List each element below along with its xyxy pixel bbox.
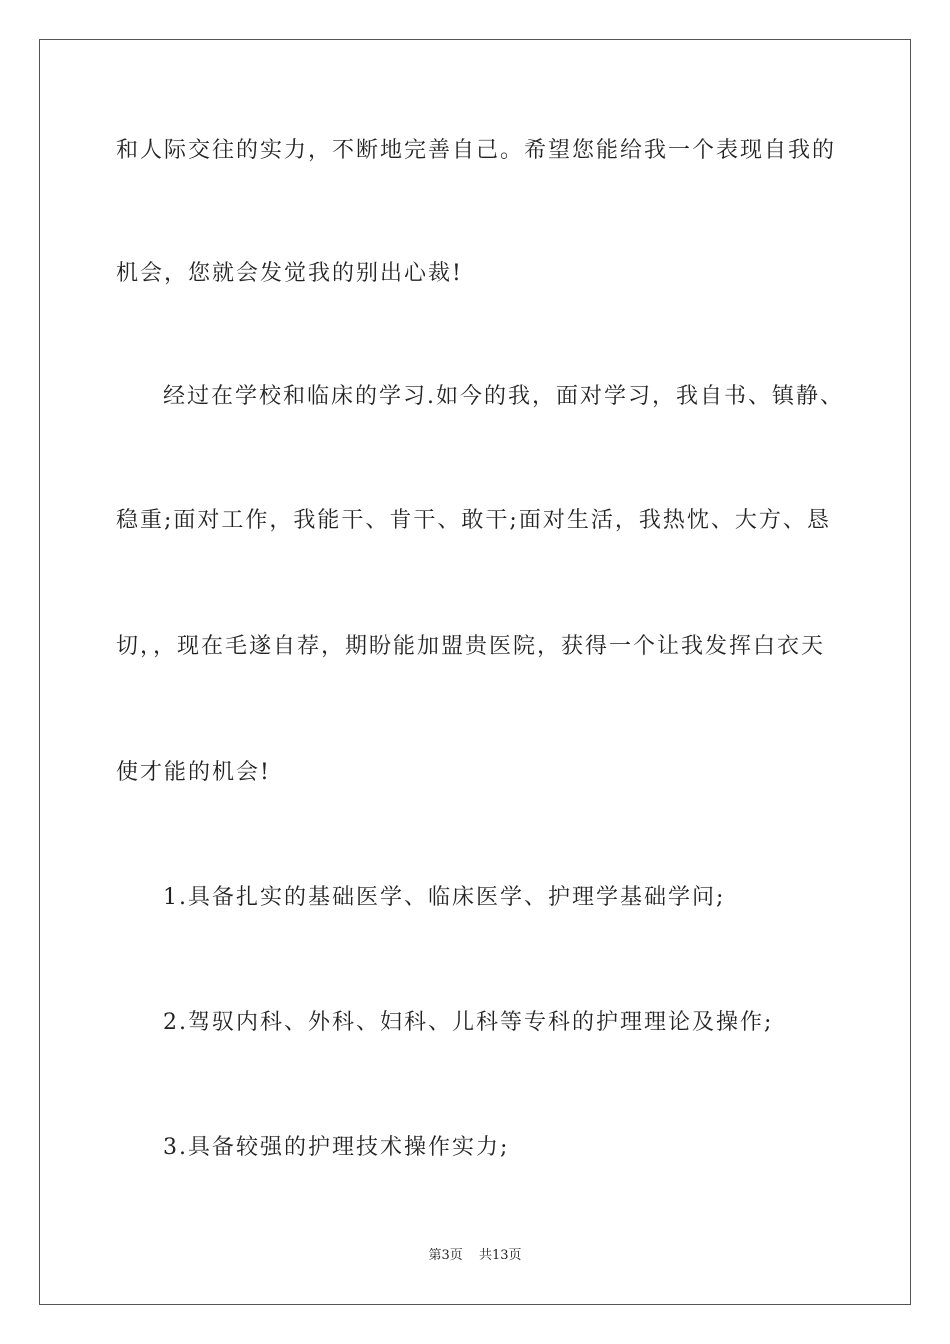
paragraph-line-5: 切，，现在毛遂自荐，期盼能加盟贵医院，获得一个让我发挥白衣天 xyxy=(116,634,826,659)
list-item-1: 1.具备扎实的基础医学、临床医学、护理学基础学问; xyxy=(163,885,726,910)
list-item-3: 3.具备较强的护理技术操作实力; xyxy=(163,1135,510,1160)
page-footer xyxy=(0,1247,950,1265)
paragraph-line-1: 和人际交往的实力，不断地完善自己。希望您能给我一个表现自我的 xyxy=(116,138,837,163)
paragraph-line-2: 机会，您就会发觉我的别出心裁! xyxy=(116,261,463,286)
paragraph-line-6: 使才能的机会! xyxy=(116,760,271,785)
page-border xyxy=(39,39,911,1305)
total-pages: 共13页 xyxy=(478,1248,522,1263)
paragraph-line-4: 稳重;面对工作，我能干、肯干、敢干;面对生活，我热忱、大方、恳 xyxy=(116,508,831,533)
current-page-number: 第3页 xyxy=(428,1248,463,1263)
list-item-2: 2.驾驭内科、外科、妇科、儿科等专科的护理理论及操作; xyxy=(163,1010,774,1035)
paragraph-line-3: 经过在学校和临床的学习.如今的我，面对学习，我自书、镇静、 xyxy=(163,384,844,409)
